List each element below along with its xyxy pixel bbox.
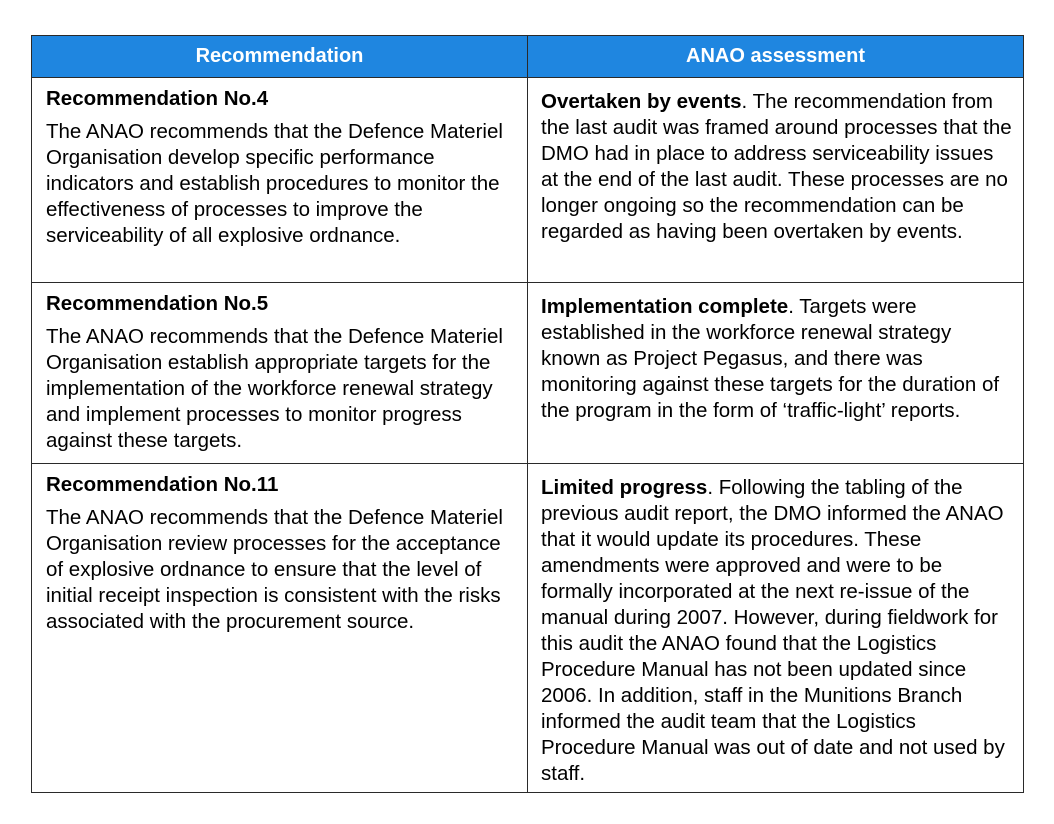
assessment-cell bbox=[528, 78, 1024, 283]
table-row bbox=[32, 283, 1024, 464]
assessment-paragraph bbox=[541, 89, 1015, 245]
assessment-status: Limited progress bbox=[541, 476, 708, 499]
recommendation-cell bbox=[32, 464, 528, 793]
table-row bbox=[32, 464, 1024, 793]
assessment-text: . Following the tabling of the previous audit report, the DMO informed the ANAO that it would update its procedures. These amendments were approved and were to be formally incorporated at the next re-issue of the manual during 2007. However, during fieldwork for this audit the ANAO found that the Logistics Procedure Manual has not been updated since 2006. In addition, staff in the Munitions Branch informed the audit team that the Logistics Procedure Manual was out of date and not used by staff. bbox=[541, 476, 1005, 785]
assessment-status: Overtaken by events bbox=[541, 90, 742, 113]
recommendation-title: Recommendation No.11 bbox=[46, 473, 279, 496]
recommendation-text: The ANAO recommends that the Defence Materiel Organisation develop specific performance indicators and establish procedures to monitor the effectiveness of processes to improve the serviceability of all explosive ordnance. bbox=[46, 120, 503, 247]
assessment-table bbox=[31, 35, 1024, 793]
assessment-status: Implementation complete bbox=[541, 295, 789, 318]
recommendation-text: The ANAO recommends that the Defence Materiel Organisation establish appropriate targets for the implementation of the workforce renewal strategy and implement processes to monitor progress against these targets. bbox=[46, 325, 503, 452]
assessment-text: . Targets were established in the workforce renewal strategy known as Project Pegasus, and there was monitoring against these targets for the duration of the program in the form of ‘traffic-light’ reports. bbox=[541, 295, 1000, 422]
recommendation-cell bbox=[32, 283, 528, 464]
recommendation-title: Recommendation No.4 bbox=[46, 87, 269, 110]
recommendation-text: The ANAO recommends that the Defence Materiel Organisation review processes for the acceptance of explosive ordnance to ensure that the level of initial receipt inspection is consistent with the risks associated with the procurement source. bbox=[46, 506, 503, 633]
assessment-cell bbox=[528, 464, 1024, 793]
header-anao-assessment: ANAO assessment bbox=[528, 36, 1024, 78]
assessment-text: . The recommendation from the last audit was framed around processes that the DMO had in place to address serviceability issues at the end of the last audit. These processes are no longer ongoing so the recommendation can be regarded as having been overtaken by events. bbox=[541, 90, 1012, 243]
table-row bbox=[32, 78, 1024, 283]
recommendation-title: Recommendation No.5 bbox=[46, 292, 269, 315]
recommendation-cell bbox=[32, 78, 528, 283]
assessment-cell bbox=[528, 283, 1024, 464]
table-header-row bbox=[32, 36, 1024, 78]
assessment-paragraph bbox=[541, 475, 1015, 787]
header-recommendation: Recommendation bbox=[32, 36, 528, 78]
assessment-paragraph bbox=[541, 294, 1015, 424]
